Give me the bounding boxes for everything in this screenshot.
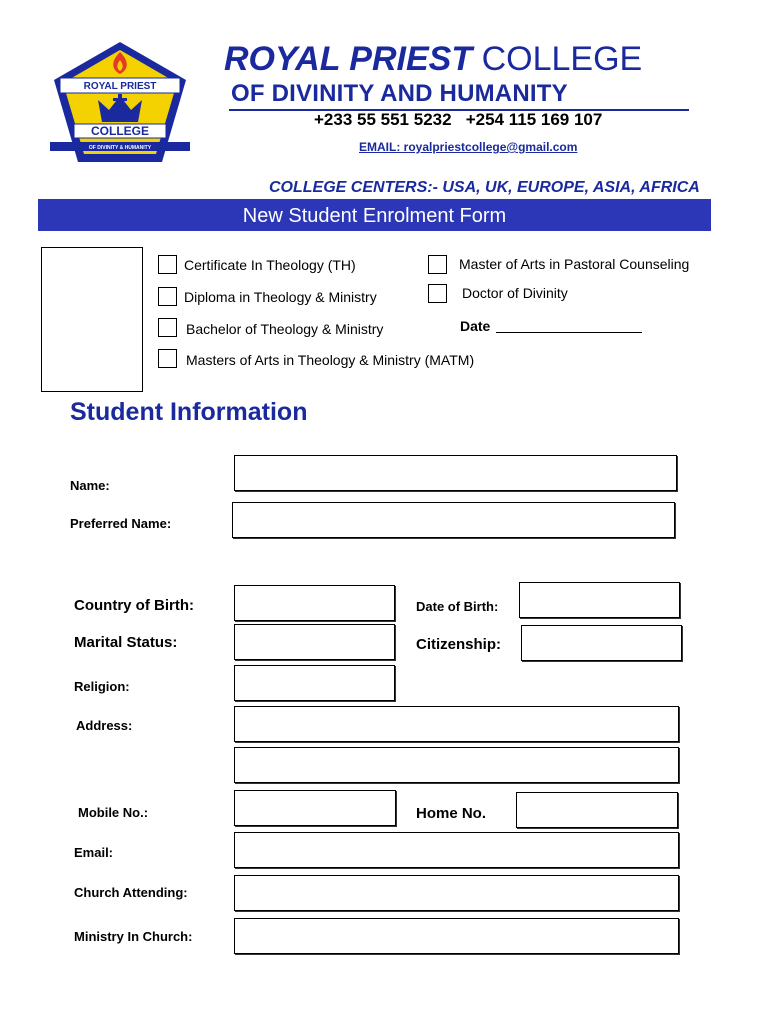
marital-status-field[interactable] [234,624,395,660]
date-of-birth-field[interactable] [519,582,680,618]
religion-label: Religion: [74,679,130,694]
date-of-birth-label: Date of Birth: [416,599,499,614]
date-label: Date [460,318,491,334]
preferred-name-label: Preferred Name: [70,516,172,531]
logo-text-college: COLLEGE [90,124,150,138]
name-field[interactable] [234,455,677,491]
address-label: Address: [76,718,133,733]
program-label: Certificate In Theology (TH) [184,257,356,273]
form-title: New Student Enrolment Form [242,205,507,227]
name-label: Name: [70,478,110,493]
marital-status-label: Marital Status: [74,634,178,651]
religion-field[interactable] [234,665,395,701]
mobile-label: Mobile No.: [78,805,149,820]
country-of-birth-field[interactable] [234,585,395,621]
home-number-field[interactable] [516,792,678,828]
checkbox-bachelor-theology[interactable] [158,318,177,337]
checkbox-certificate-theology[interactable] [158,255,177,274]
church-attending-label: Church Attending: [74,885,188,900]
college-email[interactable]: EMAIL: royalpriestcollege@gmail.com [359,140,578,154]
title-rest: COLLEGE [481,40,643,78]
program-label: Diploma in Theology & Ministry [184,289,377,305]
ministry-label: Ministry In Church: [74,929,193,944]
ministry-field[interactable] [234,918,679,954]
checkbox-ma-pastoral-counseling[interactable] [428,255,447,274]
college-subtitle: OF DIVINITY AND HUMANITY [231,80,568,107]
logo-text-divinity: OF DIVINITY & HUMANITY [88,145,152,151]
checkbox-masters-theology[interactable] [158,349,177,368]
mobile-field[interactable] [234,790,396,826]
section-title: Student Information [70,398,308,426]
logo-text-royal-priest: ROYAL PRIEST [83,81,157,92]
checkbox-diploma-theology[interactable] [158,287,177,306]
email-label: Email: [74,845,114,860]
phone-numbers: +233 55 551 5232 +254 115 169 107 [314,110,603,129]
college-centers: COLLEGE CENTERS:- USA, UK, EUROPE, ASIA, AFRICA [269,179,700,196]
photo-box[interactable] [41,247,143,392]
program-label: Bachelor of Theology & Ministry [186,321,384,337]
college-logo [50,38,190,168]
college-title [224,40,642,79]
address-field-line2[interactable] [234,747,679,783]
date-line[interactable] [496,332,642,333]
program-label: Master of Arts in Pastoral Counseling [459,256,690,272]
title-bold: ROYAL PRIEST [224,40,473,78]
home-number-label: Home No. [416,805,487,822]
country-of-birth-label: Country of Birth: [74,597,194,614]
email-field[interactable] [234,832,679,868]
address-field-line1[interactable] [234,706,679,742]
form-title-banner [38,199,711,231]
church-attending-field[interactable] [234,875,679,911]
preferred-name-field[interactable] [232,502,675,538]
program-label: Masters of Arts in Theology & Ministry (MATM) [186,352,475,368]
checkbox-doctor-divinity[interactable] [428,284,447,303]
program-label: Doctor of Divinity [462,285,568,301]
citizenship-field[interactable] [521,625,682,661]
citizenship-label: Citizenship: [416,636,501,653]
